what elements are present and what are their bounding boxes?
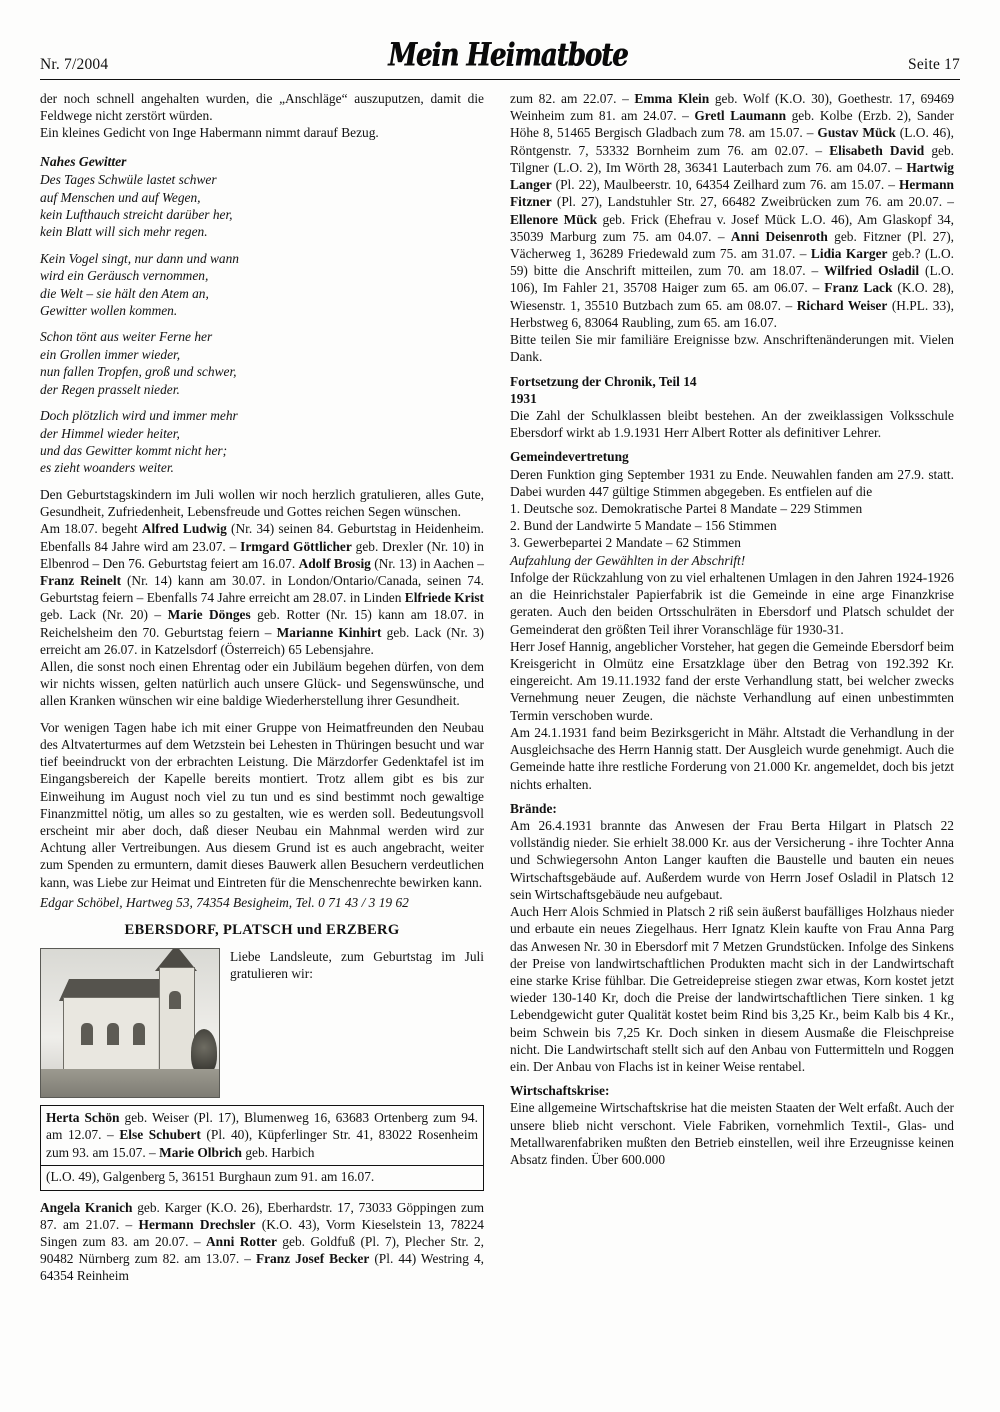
request-paragraph: Bitte teilen Sie mir familiäre Ereignisse bzw. Anschriftenänderungen mit. Vielen Dank. — [510, 332, 954, 365]
braende-heading: Brände: — [510, 800, 557, 816]
publication-logo: Mein Heimatbote — [388, 37, 628, 74]
poem-line: Gewitter wollen kommen. — [40, 303, 178, 319]
party-result-item: 3. Gewerbepartei 2 Mandate – 62 Stimmen — [510, 535, 741, 551]
ebersdorf-names-box-continued: (L.O. 49), Galgenberg 5, 36151 Burghaun zum 91. am 16.07. — [40, 1166, 484, 1190]
poem-title: Nahes Gewitter — [40, 153, 127, 169]
issue-number: Nr. 7/2004 — [40, 56, 109, 73]
poem-body — [40, 171, 484, 477]
poem-line: ein Grollen immer wieder, — [40, 346, 181, 362]
poem-line: nun fallen Tropfen, groß und schwer, — [40, 364, 237, 380]
intro-paragraph: der noch schnell angehalten wurden, die „Anschläge“ auszuputzen, damit die Feldwege nicht zerstört würden. — [40, 91, 484, 124]
poem-lead: Ein kleines Gedicht von Inge Habermann nimmt darauf Bezug. — [40, 125, 379, 141]
birthday-list: Am 18.07. begeht Alfred Ludwig (Nr. 34) seinen 84. Geburtstag in Heidenheim. Ebenfalls 84 Jahre wird am 23.07. – Irmgard Göttlicher geb. Drexler (Nr. 10) in Elbenrod – Den 76. Geburtstag feiert am 16.07. Adolf Brosig (Nr. 13) in Aachen – Franz Reinelt (Nr. 14) kann am 30.07. in London/Ontario/Canada, seinen 74. Geburtstag feiern – Ebenfalls 74 Jahre erreicht am 28.07. in Linden Elfriede Krist geb. Lack (Nr. 20) – Marie Dönges geb. Rotter (Nr. 15) kann am 18.07. in Reichelsheim den 70. Geburtstag feiern – Marianne Kinhirt geb. Lack (Nr. 3) erreicht am 26.07. in Katzelsdorf (Österreich) 65 Lebensjahre. — [40, 521, 485, 657]
party-result-item: 1. Deutsche soz. Demokratische Partei 8 Mandate – 229 Stimmen — [510, 501, 863, 517]
ebersdorf-names-box: Herta Schön geb. Weiser (Pl. 17), Blumenweg 16, 63683 Ortenberg zum 94. am 12.07. – Else Schubert (Pl. 40), Küpferlinger Str. 41, 83022 Rosenheim zum 93. am 15.07. – Marie Olbrich geb. Harbich — [40, 1105, 484, 1166]
gemeinde-note: Aufzahlung der Gewählten in der Abschrift! — [510, 552, 746, 568]
page-number: Seite 17 — [908, 56, 960, 73]
poem-line: kein Lufthauch streicht darüber her, — [40, 206, 233, 222]
poem-stanza — [40, 407, 484, 477]
bezirksgericht-paragraph: Am 24.1.1931 fand beim Bezirksgericht in Mähr. Altstadt die Verhandlung in der Ausgleichsache des Herrn Hannig statt. Der Ausgleich wurde genehmigt. Auch die Gemeinde hatte ihre restliche Forderung von 21.000 Kr. angemeldet, doch bis jetzt nichts erhalten. — [510, 724, 954, 792]
birthday-intro: Den Geburtstagskindern im Juli wollen wir noch herzlich gratulieren, alles Gute, Gesundheit, Zufriedenheit, Lebensfreude und Gottes reichen Segen wünschen. — [40, 486, 484, 520]
poem-line: und das Gewitter kommt nicht her; — [40, 443, 228, 459]
gemeindevertretung-text: Deren Funktion ging September 1931 zu Ende. Neuwahlen fanden am 27.9. statt. Dabei wurden 447 gültige Stimmen abgegeben. Es entfielen auf die — [510, 466, 954, 499]
poem-stanza — [40, 328, 484, 398]
church-photo — [40, 948, 220, 1098]
poem-line: wird ein Geräusch vernommen, — [40, 268, 209, 284]
braende-paragraph: Am 26.4.1931 brannte das Anwesen der Frau Berta Hilgart in Platsch 22 vollständig nieder. Sie erhielt 38.000 Kr. aus der Versicherung - ihre Tochter Anna und Schwiegersohn Anton Langer kauften die Baustelle und bauten ein neues Wirtschaftsgebäude auf. Außerdem wurde von Herrn Josef Osladil in Platsch 12 sein Wirtschaftsgebäude neu aufgebaut. — [510, 817, 954, 902]
party-result-item: 2. Bund der Landwirte 5 Mandate – 156 Stimmen — [510, 518, 777, 534]
header-divider — [40, 79, 960, 80]
poem-line: es zieht woanders weiter. — [40, 460, 174, 476]
gemeindevertretung-heading: Gemeindevertretung — [510, 449, 629, 465]
poem-line: Schon tönt aus weiter Ferne her — [40, 329, 213, 345]
poem-line: die Welt – sie hält den Atem an, — [40, 285, 209, 301]
schmied-paragraph: Auch Herr Alois Schmied in Platsch 2 riß sein äußerst baufälliges Holzhaus nieder und erbaute ein neues Ziegelhaus. Herr Ignatz Klein kaufte von Frau Anna Parg das Anwesen Nr. 30 in Ebersdorf mit 7 Metzen Grundstücken. Infolge des Sinkens der Preise von landwirtschaftlichen Produkten macht sich in der Landwirtschaft eine starke Krise fühlbar. Die Getreidepreise stiegen zwar etwas, Korn kostet jetzt wieder 130-140 Kr, doch die Preise der landwirtschaftlichen Tiere sinken. 1 kg Lebendgewicht guter Qualität kostet beim Rind bis 3,25 Kr., beim Kalb bis 4 Kr., beim Schwein bis 7,25 Kr. Doch sinken in diesem Ausmaße die Fleischpreise nicht. Die Landwirtschaft stellt sich auf den Anbau von Futtermitteln und Roggen ein. Der Anbau von Flachs ist in keiner Weise rentabel. — [510, 904, 954, 1075]
masthead — [40, 34, 960, 74]
poem-stanza — [40, 171, 484, 241]
poem-line: auf Menschen und auf Wegen, — [40, 189, 201, 205]
names-continued: zum 82. am 22.07. – Emma Klein geb. Wolf (K.O. 30), Goethestr. 17, 69469 Weinheim zum 81. am 24.07. – Gretl Laumann geb. Kolbe (Erzb. 2), Sander Höhe 8, 51465 Bergisch Gladbach zum 78. am 15.07. – Gustav Mück (L.O. 46), Röntgenstr. 7, 53332 Bornheim zum 76. am 02.07. – Elisabeth David geb. Tilgner (L.O. 2), Im Wörth 28, 36341 Lauterbach zum 76. am 04.07. – Hartwig Langer (Pl. 22), Maulbeerstr. 10, 64354 Zeilhard zum 76. am 15.07. – Hermann Fitzner (Pl. 27), Landstuhler Str. 27, 66482 Zweibrücken zum 76. am 20.07. – Ellenore Mück geb. Frick (Ehefrau v. Josef Mück L.O. 46), Am Glaskopf 34, 35039 Marburg zum 75. am 04.07. – Anni Deisenroth geb. Fitzner (Pl. 27), Vächerweg 1, 36289 Friedewald zum 75. am 31.07. – Lidia Karger geb.? (L.O. 59) bitte die Anschrift mitteilen, zum 70. am 18.07. – Wilfried Osladil (L.O. 106), Im Fahler 21, 35708 Haiger zum 65. am 06.07. – Franz Lack (K.O. 28), Wiesenstr. 1, 35510 Butzbach zum 65. am 08.07. – Richard Weiser (H.PL. 33), Herbstweg 6, 83064 Raubling, zum 65. am 16.07. — [510, 91, 955, 330]
right-column — [510, 90, 954, 1380]
body-columns — [40, 90, 960, 1380]
left-column — [40, 90, 484, 1380]
poem-line: Des Tages Schwüle lastet schwer — [40, 172, 217, 188]
rueckzahlung-paragraph: Infolge der Rückzahlung von zu viel erhaltenen Umlagen in den Jahren 1924-1926 an die Heinrichstaler Papierfabrik ist die Gemeinde in eine arge Finanzkrise geraten. Auch den beiden Ortsschulräten in Ebersdorf und Platsch schuldet der Gemeinderat den größten Teil ihrer Voranschläge für 1930-31. — [510, 569, 954, 637]
ebersdorf-block — [40, 948, 484, 1285]
chronik-1931-text: Die Zahl der Schulklassen bleibt bestehen. An der zweiklassigen Volksschule Ebersdorf wirkt ab 1.9.1931 Herr Albert Rotter als definitiver Lehrer. — [510, 407, 954, 441]
poem-line: Doch plötzlich wird und immer mehr — [40, 408, 238, 424]
report-paragraph: Vor wenigen Tagen habe ich mit einer Gruppe von Heimatfreunden den Neubau des Altvaterturmes auf dem Wetzstein bei Lehesten in Thüringen besucht und war tief beeindruckt von der erbrachten Leistung. Die Märzdorfer Gedenktafel ist im Eingangsbereich der Kapelle bereits montiert. Trotz allem gibt es bis zur Einweihung im August noch viel zu tun und es sind bestimmt noch gewaltige Finanzmittel nötig, um alles so zu gestalten, wie es werden soll. Bedeutungsvoll erscheint mir aber doch, daß dieser Neubau ein Mahnmal werden wird zur Achtung aller Vertreibungen. Aus diesem Grund ist es auch angebracht, weiter zum Spenden zu ermuntern, damit dieses Bauwerk allen Besuchern verdeutlichen kann, was Liebe zur Heimat und Eintreten für die Menschenrechte bewirken kann. — [40, 719, 484, 890]
poem-line: Kein Vogel singt, nur dann und wann — [40, 250, 240, 266]
poem-stanza — [40, 250, 484, 320]
wirtschaftskrise-paragraph: Eine allgemeine Wirtschaftskrise hat die meisten Staaten der Welt erfaßt. Auch der unsere blieb nicht verschont. Viele Fabriken, vornehmlich Textil-, Glas- und Metallwarenfabriken mußten den Betrieb einstellen, weil ihre Erzeugnisse keinen Absatz finden. Über 600.000 — [510, 1100, 954, 1168]
chronik-heading: Fortsetzung der Chronik, Teil 14 — [510, 373, 697, 389]
poem-line: der Regen prasselt nieder. — [40, 381, 180, 397]
ebersdorf-intro: Liebe Landsleute, zum Geburtstag im Juli gratulieren wir: — [230, 948, 484, 982]
wishes-paragraph: Allen, die sonst noch einen Ehrentag oder ein Jubiläum begehen dürfen, von dem wir nichts wissen, gelten natürlich auch unsere Glück- und Segenswünsche, und allen Kranken wünschen wir eine baldige Wiederherstellung ihrer Gesundheit. — [40, 659, 484, 709]
hannig-paragraph: Herr Josef Hannig, angeblicher Vorsteher, hat gegen die Gemeinde Ebersdorf beim Kreisgericht in Olmütz eine Ersatzklage über den Betrag von 192.392 Kr. eingereicht. Am 19.11.1932 fand der erste Verhandlung statt, bei welcher zwecks Vernehmung neuer Zeugen, die nächste Verhandlung auf einen unbestimmten Termin verschoben wurde. — [510, 638, 954, 723]
ebersdorf-names-after: Angela Kranich geb. Karger (K.O. 26), Eberhardstr. 17, 73033 Göppingen zum 87. am 21.07. – Hermann Drechsler (K.O. 43), Vorm Kieselstein 13, 78224 Singen zum 83. am 20.07. – Anni Rotter geb. Goldfuß (Pl. 7), Plecher Str. 2, 90482 Nürnberg zum 82. am 13.07. – Franz Josef Becker (Pl. 44) Westring 4, 64354 Reinheim — [40, 1199, 485, 1284]
ebersdorf-section-heading: EBERSDORF, PLATSCH und ERZBERG — [124, 922, 400, 939]
chronik-year: 1931 — [510, 390, 537, 406]
poem-line: kein Blatt will sich mehr regen. — [40, 224, 208, 240]
wirtschaftskrise-heading: Wirtschaftskrise: — [510, 1083, 610, 1099]
author-signature: Edgar Schöbel, Hartweg 53, 74354 Besigheim, Tel. 0 71 43 / 3 19 62 — [40, 894, 409, 910]
poem-line: der Himmel wieder heiter, — [40, 425, 180, 441]
